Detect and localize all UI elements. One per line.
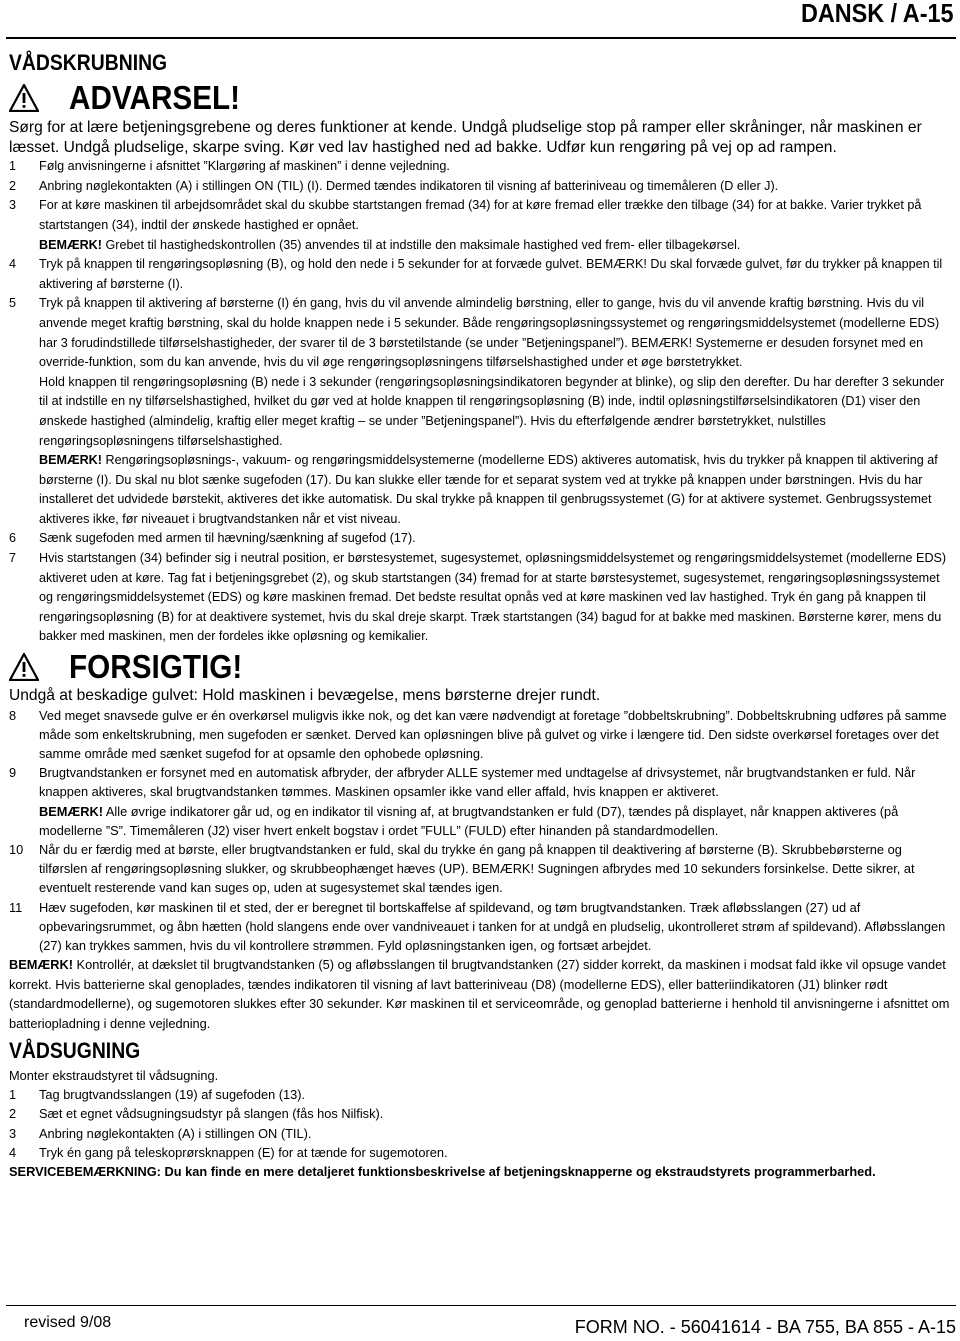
list-item xyxy=(9,294,950,529)
item-text-block xyxy=(39,196,950,255)
list-item xyxy=(9,1085,950,1104)
item-text: For at køre maskinen til arbejdsområdet skal du skubbe startstangen fremad (34) for at køre fremad eller trække den tilbage (34) for at bakke. Varier trykket på startstangen (34), indtil der ønskede hastighed er opnået. xyxy=(39,198,922,232)
item-note xyxy=(39,802,950,840)
warning-triangle-icon xyxy=(9,84,39,112)
item-text-block xyxy=(39,255,950,294)
item-number: 6 xyxy=(9,531,17,546)
item-text-block xyxy=(39,549,950,647)
list-item xyxy=(9,529,950,549)
list-item xyxy=(9,255,950,294)
list-item xyxy=(9,898,950,956)
vacuum-steps-list xyxy=(9,1085,950,1162)
item-number: 4 xyxy=(9,1144,17,1160)
list-item xyxy=(9,157,950,177)
item-text: Tryk på knappen til aktivering af børsterne (I) én gang, hvis du vil anvende almindelig børstning, eller to gange, hvis du vil anvende kraftig børstning. Hvis du vil anvende meget kraftig børstning, skal du holde knappen nede i 5 sekunder. Både rengøringsopløsningssystemet og rengøringsmiddelsystemet (modellerne EDS) har 3 forudindstillede tilførselshastigheder, der svarer til de 3 børstetilstande (se under ”Betjeningspanel”). BEMÆRK! Systemerne er desuden forsynet med en override-funktion, som du kan anvende, hvis du vil øge rengøringsopløsningens tilførselshastighed under et øge børstetrykket. xyxy=(39,296,940,370)
item-number: 4 xyxy=(9,257,17,272)
page-header-label: DANSK / A-15 xyxy=(801,0,954,28)
item-note-label: BEMÆRK! xyxy=(39,803,103,819)
list-item xyxy=(9,840,950,898)
item-text: Tag brugtvandsslangen (19) af sugefoden (13). xyxy=(39,1087,306,1103)
item-note-text: Rengøringsopløsnings-, vakuum- og rengøringsmiddelsystemerne (modellerne EDS) aktiveres automatisk, hvis du trykker på knappen til aktivering af børsterne (I). Du skal nu blot sænke sugefoden (17). Du kan slukke eller tænde for et separat system ved at trykke på knappen under børstningen. Hvis du har installeret det udvidede børstekit, aktiveres det ikke automatisk. Du skal trykke på knappen til genbrugssystemet (G) for at aktivere systemet. Genbrugssystemet aktiveres ikke, før niveauet i brugtvandstanken når et vist niveau. xyxy=(39,453,938,526)
caution-text: Undgå at beskadige gulvet: Hold maskinen i bevægelse, mens børsterne drejer rundt. xyxy=(9,687,601,705)
item-extra-text: Hold knappen til rengøringsopløsning (B) nede i 3 sekunder (rengøringsopløsningsindikatoren begynder at blinke), og slip den derefter. Du har derefter 3 sekunder til at indstille en ny tilførselshastighed, hvilket du gør ved at holde knappen til rengøringsopløsning (B) inde, indtil opløsningstilførselsindikatoren (D1) viser den ønskede hastighed (almindelig, kraftig eller meget kraftig – se under ”Betjeningspanel”). Hvis du efterfølgende ændrer børstetrykket, nulstilles rengøringsopløsningens tilførselshastighed. xyxy=(39,374,945,448)
item-text: Hvis startstangen (34) befinder sig i neutral position, er børstesystemet, sugesystemet, opløsningsmiddelsystemet og rengøringsmiddelsystemet (modellerne EDS) aktiveret uden at køre. Tag fat i betjeningsgrebet (2), og skub startstangen (34) fremad for at starte børstesystemet, sugesystemet, rengøringsopløsningssystemet og rengøringsmiddelsystemet (EDS) og køre maskinen fremad. Det bedste resultat opnås ved at køre maskinen ved lav hastighed. Tryk én gang på knappen til rengøringsopløsning (B) for at deaktivere systemet, hvis du skal dreje skarpt. Træk startstangen (34) bagud for at bakke med maskinen. Børsterne kører, mens du bakker med maskinen, men der fordeles ikke opløsning og kemikalier. xyxy=(39,551,947,644)
item-text: Anbring nøglekontakten (A) i stillingen ON (TIL) (I). Dermed tændes indikatoren til visning af batteriniveau og timemåleren (D eller J). xyxy=(39,178,779,193)
item-note-text: Grebet til hastighedskontrollen (35) anvendes til at indstille den maksimale hastighed ved frem- eller tilbagekørsel. xyxy=(105,237,741,252)
item-text: Tryk én gang på teleskoprørsknappen (E) for at tænde for sugemotoren. xyxy=(39,1144,448,1160)
item-text: Følg anvisningerne i afsnittet ”Klargøring af maskinen” i denne vejledning. xyxy=(39,159,450,174)
final-note xyxy=(9,955,950,1033)
item-number: 1 xyxy=(9,1087,17,1103)
item-note-text: Alle øvrige indikatorer går ud, og en indikator til visning af, at brugtvandstanken er fuld (D7), tændes på displayet, når knappen aktiveres (på modellerne ”S”. Timemåleren (J2) viser hvert enkelt bogstav i ordet ”FULL” (FULD) efter hinanden på standardmodellen. xyxy=(39,803,899,838)
list-item xyxy=(9,763,950,840)
list-item xyxy=(9,549,950,647)
item-number: 3 xyxy=(9,1125,17,1141)
item-number: 2 xyxy=(9,178,17,193)
item-note-label: BEMÆRK! xyxy=(39,453,102,468)
item-text-block xyxy=(39,1143,950,1162)
item-number: 11 xyxy=(9,899,23,915)
item-text-block xyxy=(39,898,950,956)
item-text-block xyxy=(39,177,950,197)
item-number: 7 xyxy=(9,551,17,566)
item-number: 9 xyxy=(9,765,17,781)
item-text-block xyxy=(39,1085,950,1104)
item-text: Sænk sugefoden med armen til hævning/sænkning af sugefod (17). xyxy=(39,531,416,546)
warning-text: Sørg for at lære betjeningsgrebene og deres funktioner at kende. Undgå pludselige stop på ramper eller skråninger, når maskinen er læsset. Undgå pludselige, skarpe sving. Kør ved lav hastighed ned ad bakke. Udfør kun rengøring på vej op ad rampen. xyxy=(9,119,922,156)
list-item xyxy=(9,1143,950,1162)
item-text: Sæt et egnet vådsugningsudstyr på slangen (fås hos Nilfisk). xyxy=(39,1106,384,1122)
list-item xyxy=(9,706,950,764)
page-content xyxy=(9,46,950,1182)
list-item xyxy=(9,1104,950,1123)
list-item xyxy=(9,1124,950,1143)
footer-rule xyxy=(6,1305,956,1306)
item-number: 8 xyxy=(9,707,17,723)
caution-heading xyxy=(9,648,950,686)
item-text-block xyxy=(39,840,950,898)
item-text: Hæv sugefoden, kør maskinen til et sted, der er beregnet til bortskaffelse af spildevand, og tøm brugtvandstanken. Træk afløbsslangen (27) ud af opbevaringsrummet, og åbn hætten (hold slangens ende over vandniveauet i tanken for at undgå en pludselig, ukontrolleret strøm af spildevand). Afløbsslangen (27) kan trykkes sammen, hvis du vil kontrollere strømmen. Fyld opløsningstanken igen, og fortsæt arbejdet. xyxy=(39,899,946,954)
item-number: 2 xyxy=(9,1106,17,1122)
item-note xyxy=(39,236,950,256)
item-text-block xyxy=(39,294,950,529)
item-note-label: BEMÆRK! xyxy=(39,237,102,252)
item-text-block xyxy=(39,1104,950,1123)
item-text-block xyxy=(39,1124,950,1143)
item-text: Anbring nøglekontakten (A) i stillingen ON (TIL). xyxy=(39,1125,312,1141)
list-item xyxy=(9,196,950,255)
item-note xyxy=(39,451,950,529)
item-text: Når du er færdig med at børste, eller brugtvandstanken er fuld, skal du trykke én gang på knappen til deaktivering af børsterne (B). Skrubbebørsterne og tilførslen af rengøringsopløsning slukker, og skrubbeophænget hæves (UP). BEMÆRK! Sugningen afbrydes med 10 sekunders forsinkelse. Dette sikrer, at eventuelt resterende vand kan suges op, uden at sugesystemet skal tændes igen. xyxy=(39,842,915,896)
final-note-text: Kontrollér, at dækslet til brugtvandstanken (5) og afløbsslangen til brugtvandstanken (27) sidder korrekt, da maskinen i modsat fald ikke vil opsuge vandet korrekt. Hvis batterierne skal genoplades, tændes indikatoren til visning af lavt batteriniveau (D8) (modellerne EDS), eller batteriindikatoren (J1) blinker rødt (standardmodellerne), og sugemotoren slukkes efter 30 sekunder. Kør maskinen til et serviceområde, og genoplad batterierne i henhold til anvisningerne i afsnittet om batteriopladning i denne vejledning. xyxy=(9,957,950,1032)
item-number: 10 xyxy=(9,842,24,858)
list-item xyxy=(9,177,950,197)
item-text-block xyxy=(39,157,950,177)
section-title-vacuum: VÅDSUGNING xyxy=(9,1037,141,1063)
caution-title: FORSIGTIG! xyxy=(69,648,243,686)
item-text: Brugtvandstanken er forsynet med en automatisk afbryder, der afbryder ALLE systemer med undtagelse af drivsystemet, når brugtvandstanken er fuld. Når knappen aktiveres, skal brugtvandstanken tømmes. Maskinen opsamler ikke vand eller affald, hvis knappen er aktiveret. xyxy=(39,765,916,800)
item-text: Tryk på knappen til rengøringsopløsning (B), og hold den nede i 5 sekunder for at forvæde gulvet. BEMÆRK! Du skal forvæde gulvet, før du trykker på knappen til aktivering af børsterne (I). xyxy=(39,257,943,291)
header-rule xyxy=(6,37,956,39)
service-note: SERVICEBEMÆRKNING: Du kan finde en mere detaljeret funktionsbeskrivelse af betjeningsknapperne og ekstraudstyrets programmerbarhed. xyxy=(9,1164,876,1180)
item-text-block xyxy=(39,529,950,549)
form-number: FORM NO. - 56041614 - BA 755, BA 855 - A-15 xyxy=(574,1317,956,1337)
final-note-label: BEMÆRK! xyxy=(9,957,73,973)
item-text-block xyxy=(39,763,950,840)
item-number: 5 xyxy=(9,296,17,311)
item-number: 1 xyxy=(9,159,17,174)
section-title-scrubbing: VÅDSKRUBNING xyxy=(9,50,168,75)
item-text: Ved meget snavsede gulve er én overkørsel muligvis ikke nok, og det kan være nødvendigt at foretage ”dobbeltskrubning”. Dobbeltskrubning udføres på samme måde som enkeltskrubning, men sugefoden er sænket. Derved kan opløsningen blive på gulvet og virke i længere tid. Den sidste overkørsel foretages over det samme område med sænket sugefod for at opsamle den ophobede opløsning. xyxy=(39,707,947,762)
item-number: 3 xyxy=(9,198,17,213)
scrubbing-steps-list-2 xyxy=(9,706,950,956)
revised-label: revised 9/08 xyxy=(24,1314,112,1331)
warning-title: ADVARSEL! xyxy=(69,79,241,116)
scrubbing-steps-list xyxy=(9,157,950,647)
item-text-block xyxy=(39,706,950,764)
caution-triangle-icon xyxy=(9,653,39,681)
warning-heading xyxy=(9,78,950,118)
vacuum-intro: Monter ekstraudstyret til vådsugning. xyxy=(9,1067,219,1083)
